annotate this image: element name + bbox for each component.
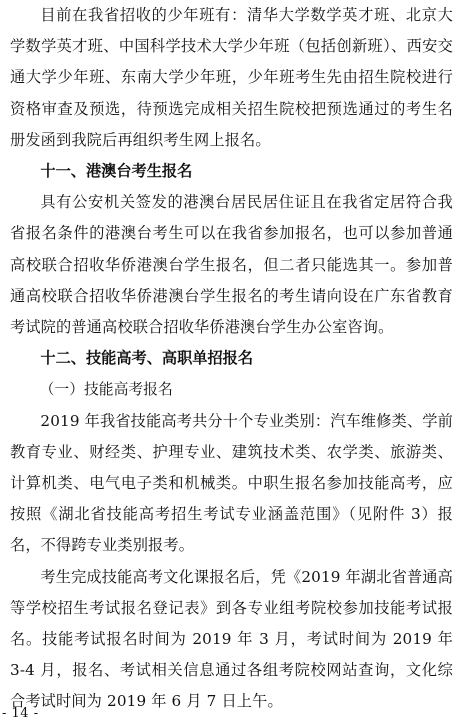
document-page bbox=[10, 0, 453, 718]
subsection-1-paragraph-2: 考生完成技能高考文化课报名后，凭《2019 年湖北省普通高等学校招生考试报名登记表》到各专业组考院校参加技能考试报名。技能考试报名时间为 2019 年 3 月，考试时间为 2019 年 3-4 月，报名、考试相关信息通过各组考院校网站查询，文化综合考试时间为 2019 年 6 月 7 日上午。 bbox=[10, 567, 453, 711]
section-11-heading: 十一、港澳台考生报名 bbox=[40, 162, 193, 181]
subsection-1-paragraph-1: 2019 年我省技能高考共分十个专业类别：汽车维修类、学前教育专业、财经类、护理专业、建筑技术类、农学类、旅游类、计算机类、电气电子类和机械类。中职生报名参加技能高考，应按照《湖北省技能高考招生考试专业涵盖范围》（见附件 3）报名，不得跨专业类别报考。 bbox=[10, 411, 453, 555]
subsection-1-heading: （一）技能高考报名 bbox=[39, 381, 173, 399]
section-12-heading: 十二、技能高考、高职单招报名 bbox=[40, 349, 254, 368]
paragraph-intro: 目前在我省招收的少年班有：清华大学数学英才班、北京大学数学英才班、中国科学技术大学少年班（包括创新班）、西安交通大学少年班、东南大学少年班，少年班考生先由招生院校进行资格审查及预选，待预选完成相关招生院校把预选通过的考生名册发函到我院后再组织考生网上报名。 bbox=[10, 6, 453, 149]
page-number: - 14 - bbox=[2, 706, 39, 721]
section-11-body: 具有公安机关签发的港澳台居民居住证且在我省定居符合我省报名条件的港澳台考生可以在我省参加报名，也可以参加普通高校联合招收华侨港澳台学生报名，但二者只能选其一。参加普通高校联合招收华侨港澳台学生报名的考生请向设在广东省教育考试院的普通高校联合招收华侨港澳台学生办公室咨询。 bbox=[10, 193, 453, 337]
